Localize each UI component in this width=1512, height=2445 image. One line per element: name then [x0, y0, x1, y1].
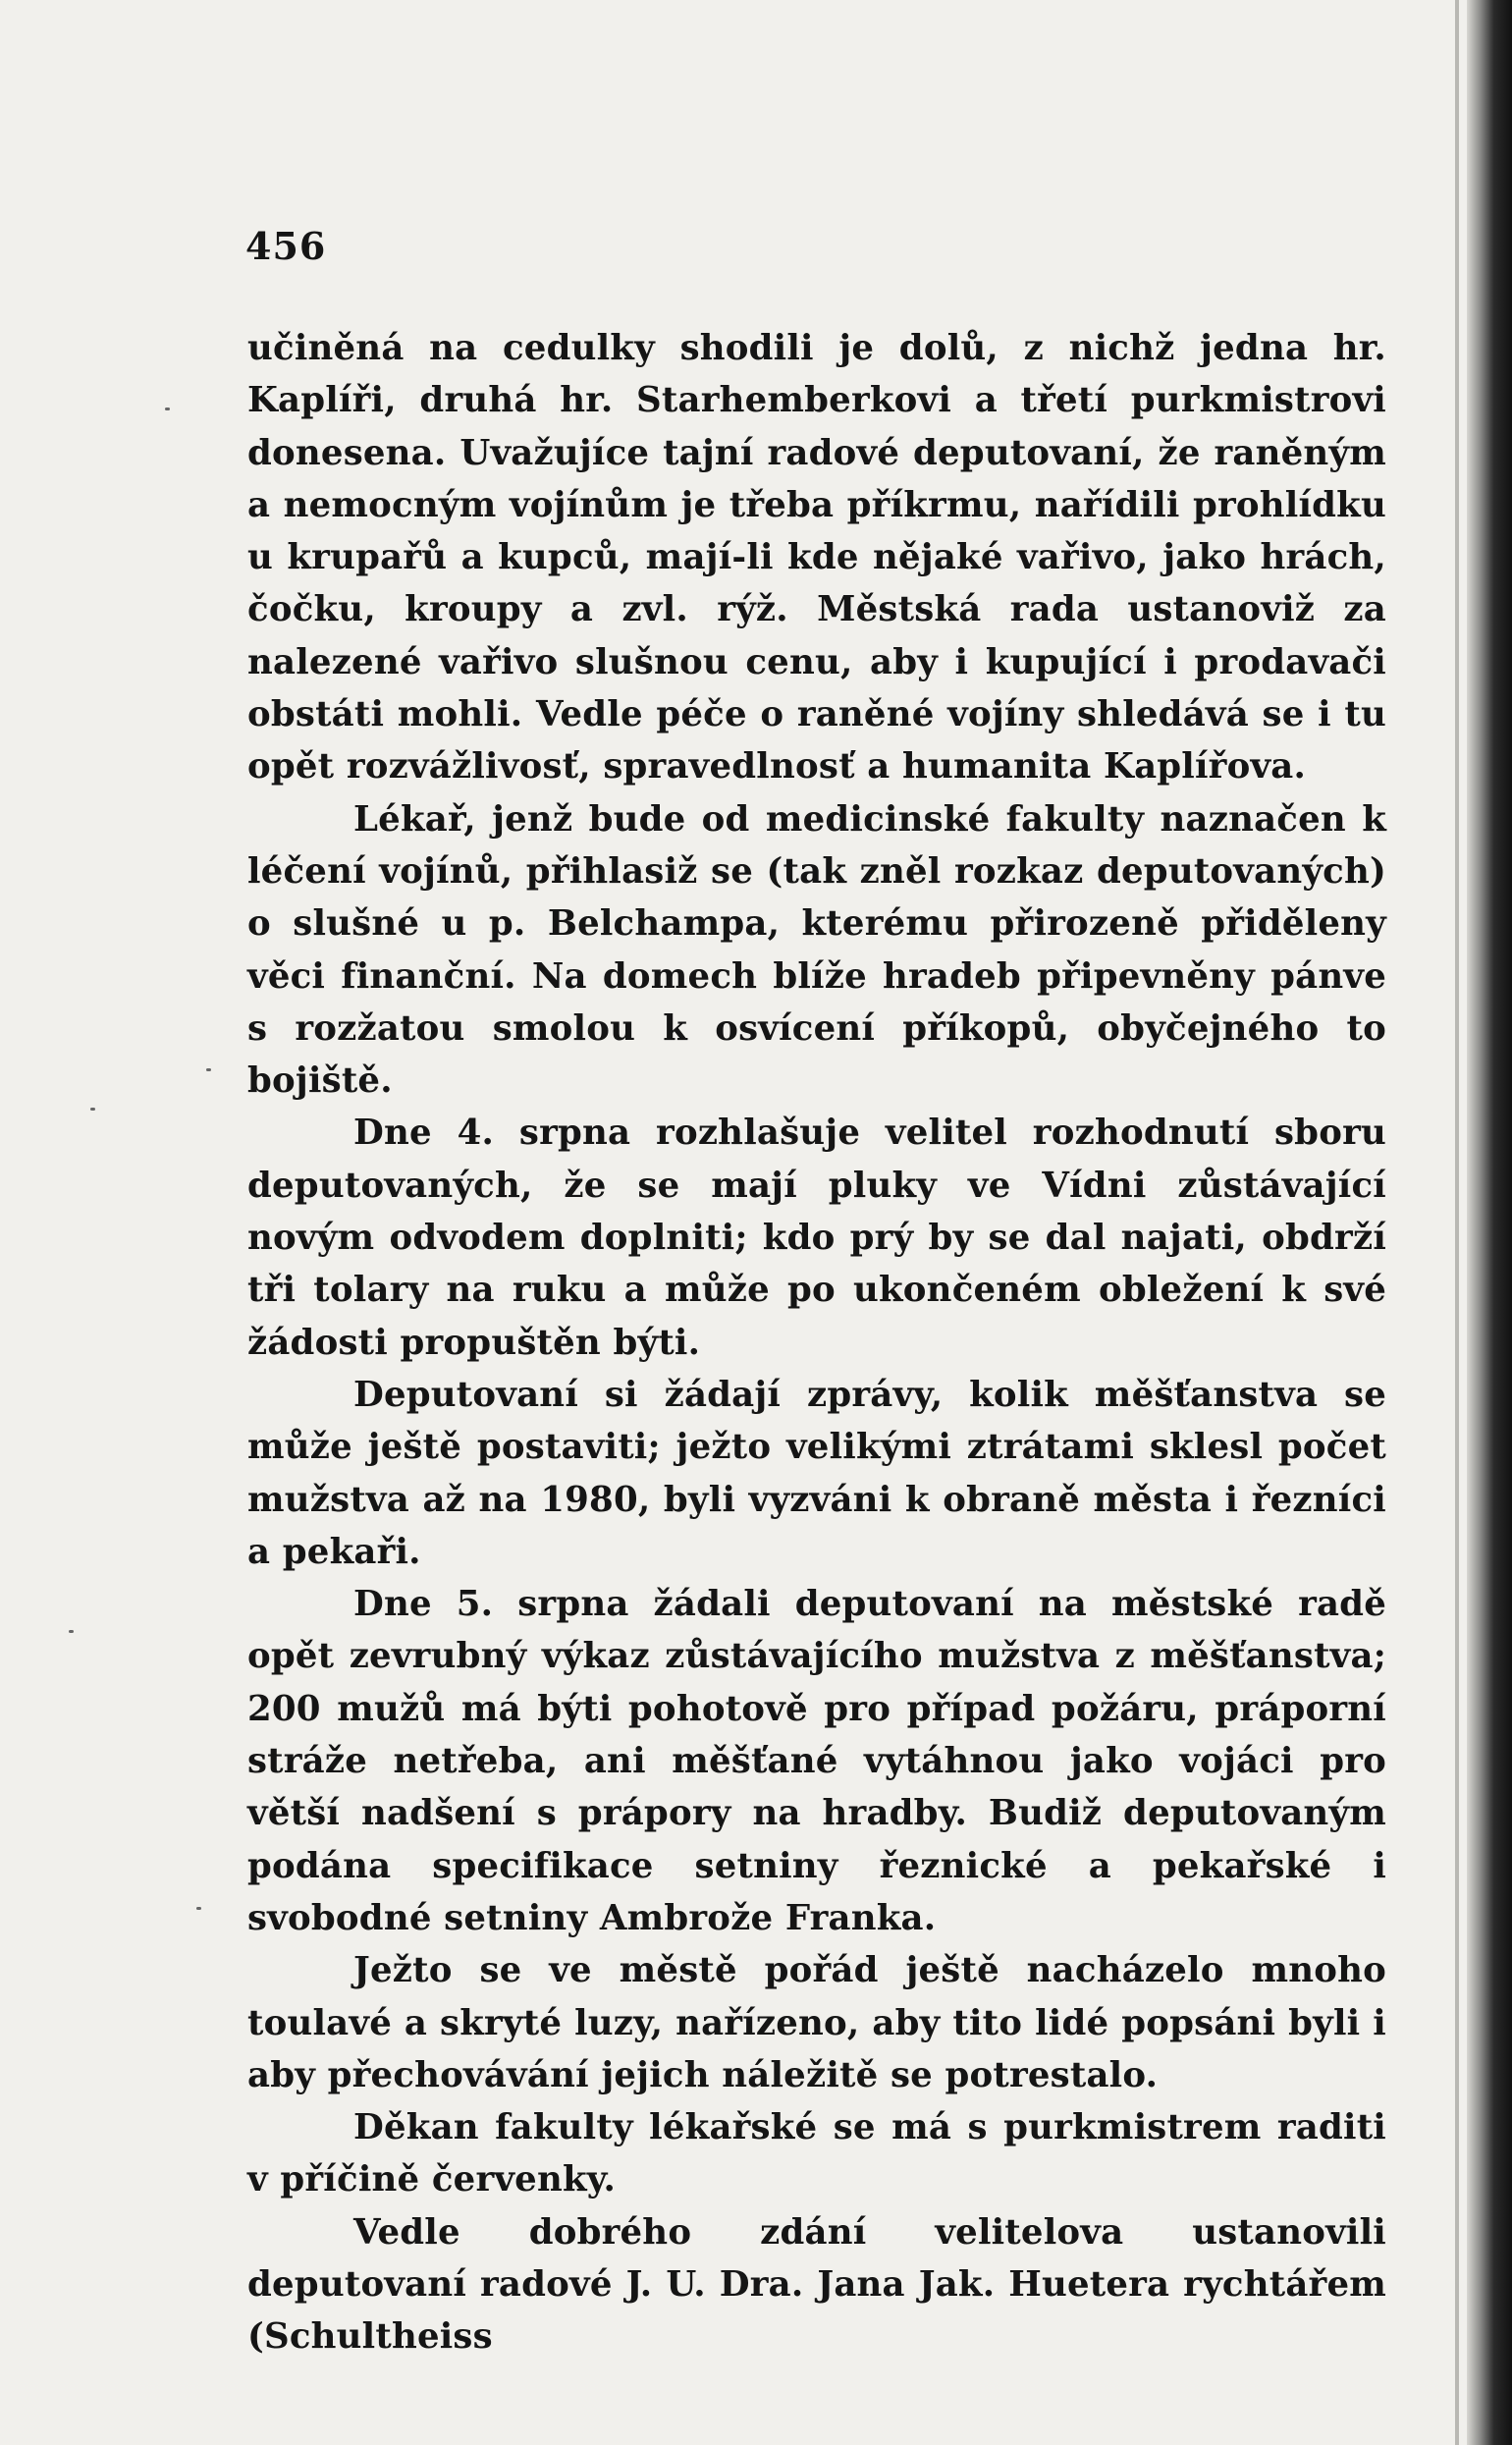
paragraph: Lékař, jenž bude od medicinské fakulty naznačen k léčení vojínů, přihlasiž se (tak zněl rozkaz deputovaných) o slušné u p. Belchampa, kterému přirozeně přiděleny věci finanční. Na domech blíže hradeb připevněny pánve s rozžatou smolou k osvícení příkopů, obyčejného to bojiště. — [247, 798, 1386, 1102]
paragraph: Dne 4. srpna rozhlašuje velitel rozhodnutí sboru deputovaných, že se mají pluky ve Vídni zůstávající novým odvodem doplniti; kdo prý by se dal najati, obdrží tři tolary na ruku a může po ukončeném obležení k své žádosti propuštěn býti. — [247, 1113, 1386, 1363]
body-text — [247, 322, 1386, 2364]
scan-speck — [196, 1907, 201, 1910]
book-binding-edge — [1467, 0, 1512, 2445]
paragraph: Ježto se ve městě pořád ještě nacházelo mnoho toulavé a skryté luzy, nařízeno, aby tito lidé popsáni byli i aby přechovávání jejich náležitě se potrestalo. — [247, 1950, 1386, 2095]
paragraph: Deputovaní si žádají zprávy, kolik měšťanstva se může ještě postaviti; ježto velikými ztrátami sklesl počet mužstva až na 1980, byli vyzváni k obraně města i řezníci a pekaři. — [247, 1374, 1386, 1572]
scan-speck — [206, 1068, 211, 1071]
page-number: 456 — [245, 224, 327, 268]
paragraph: učiněná na cedulky shodili je dolů, z nichž jedna hr. Kaplíři, druhá hr. Starhemberkovi a třetí purkmistrovi donesena. Uvažujíce tajní radové deputovaní, že raněným a nemocným vojínům je třeba příkrmu, nařídili prohlídku u krupařů a kupců, mají-li kde nějaké vařivo, jako hrách, čočku, kroupy a zvl. rýž. Městská rada ustanoviž za nalezené vařivo slušnou cenu, aby i kupující i prodavači obstáti mohli. Vedle péče o raněné vojíny shledává se i tu opět rozvážlivosť, spravedlnosť a humanita Kaplířova. — [247, 328, 1386, 788]
paragraph: Děkan fakulty lékařské se má s purkmistrem raditi v příčině červenky. — [247, 2107, 1386, 2200]
paragraph: Vedle dobrého zdání velitelova ustanovili deputovaní radové J. U. Dra. Jana Jak. Huetera rychtářem (Schultheiss — [247, 2211, 1386, 2358]
scan-speck — [69, 1630, 74, 1633]
scan-speck — [165, 408, 170, 410]
scan-speck — [90, 1108, 95, 1111]
page-fold-line — [1455, 0, 1459, 2445]
paragraph: Dne 5. srpna žádali deputovaní na městské radě opět zevrubný výkaz zůstávajícího mužstva z měšťanstva; 200 mužů má býti pohotově pro případ požáru, práporní stráže netřeba, ani měšťané vytáhnou jako vojáci pro větší nadšení s prápory na hradby. Budiž deputovaným podána specifikace setniny řeznické a pekařské i svobodné setniny Ambrože Franka. — [247, 1584, 1386, 1938]
